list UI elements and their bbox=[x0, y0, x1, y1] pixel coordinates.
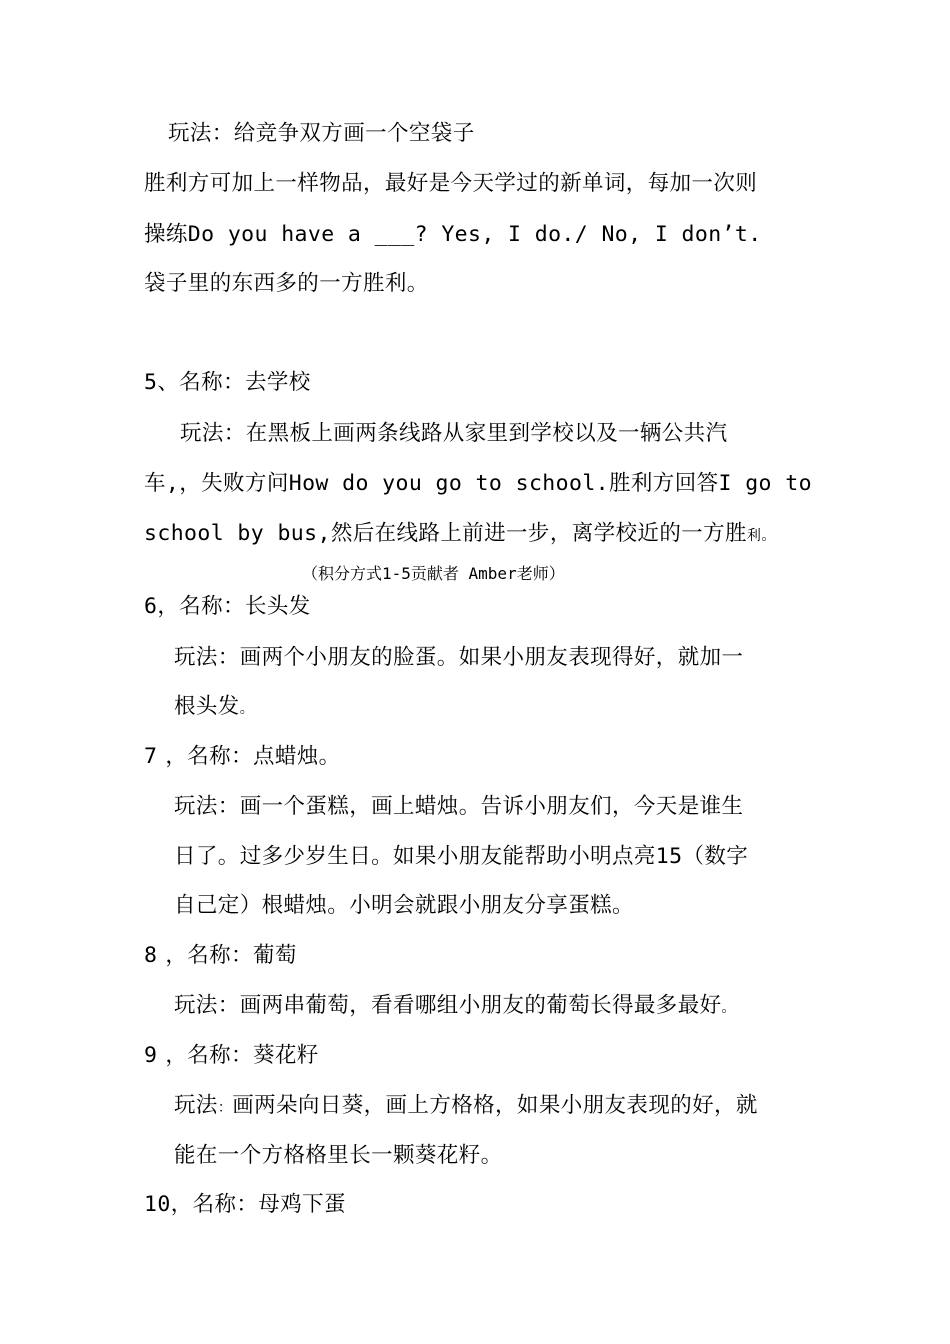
game-5-rule-end: 利。 bbox=[746, 528, 776, 544]
game-10-title: 10，名称：母鸡下蛋 bbox=[144, 1192, 346, 1217]
game-7-title: 7 ，名称：点蜡烛。 bbox=[144, 744, 341, 769]
game-9-title: 9 ，名称：葵花籽 bbox=[144, 1043, 319, 1068]
credit-note: （积分方式1-5贡献者 Amber老师） bbox=[302, 564, 565, 583]
game-7-rule-3: 自己定）根蜡烛。小明会就跟小朋友分享蛋糕。 bbox=[174, 893, 634, 918]
game-8-rule-1: 玩法：画两串葡萄，看看哪组小朋友的葡萄长得最多最好。 bbox=[174, 993, 736, 1018]
game-6-rule-2: 根头发。 bbox=[174, 694, 255, 719]
game-5-rule-3: school by bus,然后在线路上前进一步，离学校近的一方胜利。 bbox=[144, 521, 776, 546]
game-7-rule-2: 日了。过多少岁生日。如果小朋友能帮助小明点亮15（数字 bbox=[174, 844, 749, 869]
game-9-rule-1: 玩法：画两朵向日葵，画上方格格，如果小朋友表现的好，就 bbox=[174, 1093, 758, 1118]
rule-text-bag-3: 操练Do you have a ___? Yes, I do./ No, I don’t. bbox=[144, 222, 762, 247]
rule-text-bag-2: 胜利方可加上一样物品，最好是今天学过的新单词，每加一次则 bbox=[144, 171, 758, 196]
rule-text-bag-4: 袋子里的东西多的一方胜利。 bbox=[144, 271, 429, 296]
game-9-rule-2: 能在一个方格格里长一颗葵花籽。 bbox=[174, 1143, 503, 1168]
game-6-title: 6，名称：长头发 bbox=[144, 594, 311, 619]
game-8-title: 8 ，名称：葡萄 bbox=[144, 943, 297, 968]
game-5-title: 5、名称：去学校 bbox=[144, 370, 311, 395]
rule-text-bag: 玩法：给竞争双方画一个空袋子 bbox=[168, 121, 475, 146]
game-5-rule-1: 玩法：在黑板上画两条线路从家里到学校以及一辆公共汽 bbox=[180, 421, 728, 446]
game-6-rule-1: 玩法：画两个小朋友的脸蛋。如果小朋友表现得好，就加一 bbox=[174, 645, 744, 670]
game-7-rule-1: 玩法：画一个蛋糕，画上蜡烛。告诉小朋友们，今天是谁生 bbox=[174, 794, 744, 819]
game-5-rule-2: 车,，失败方问How do you go to school.胜利方回答I go to bbox=[144, 471, 812, 496]
